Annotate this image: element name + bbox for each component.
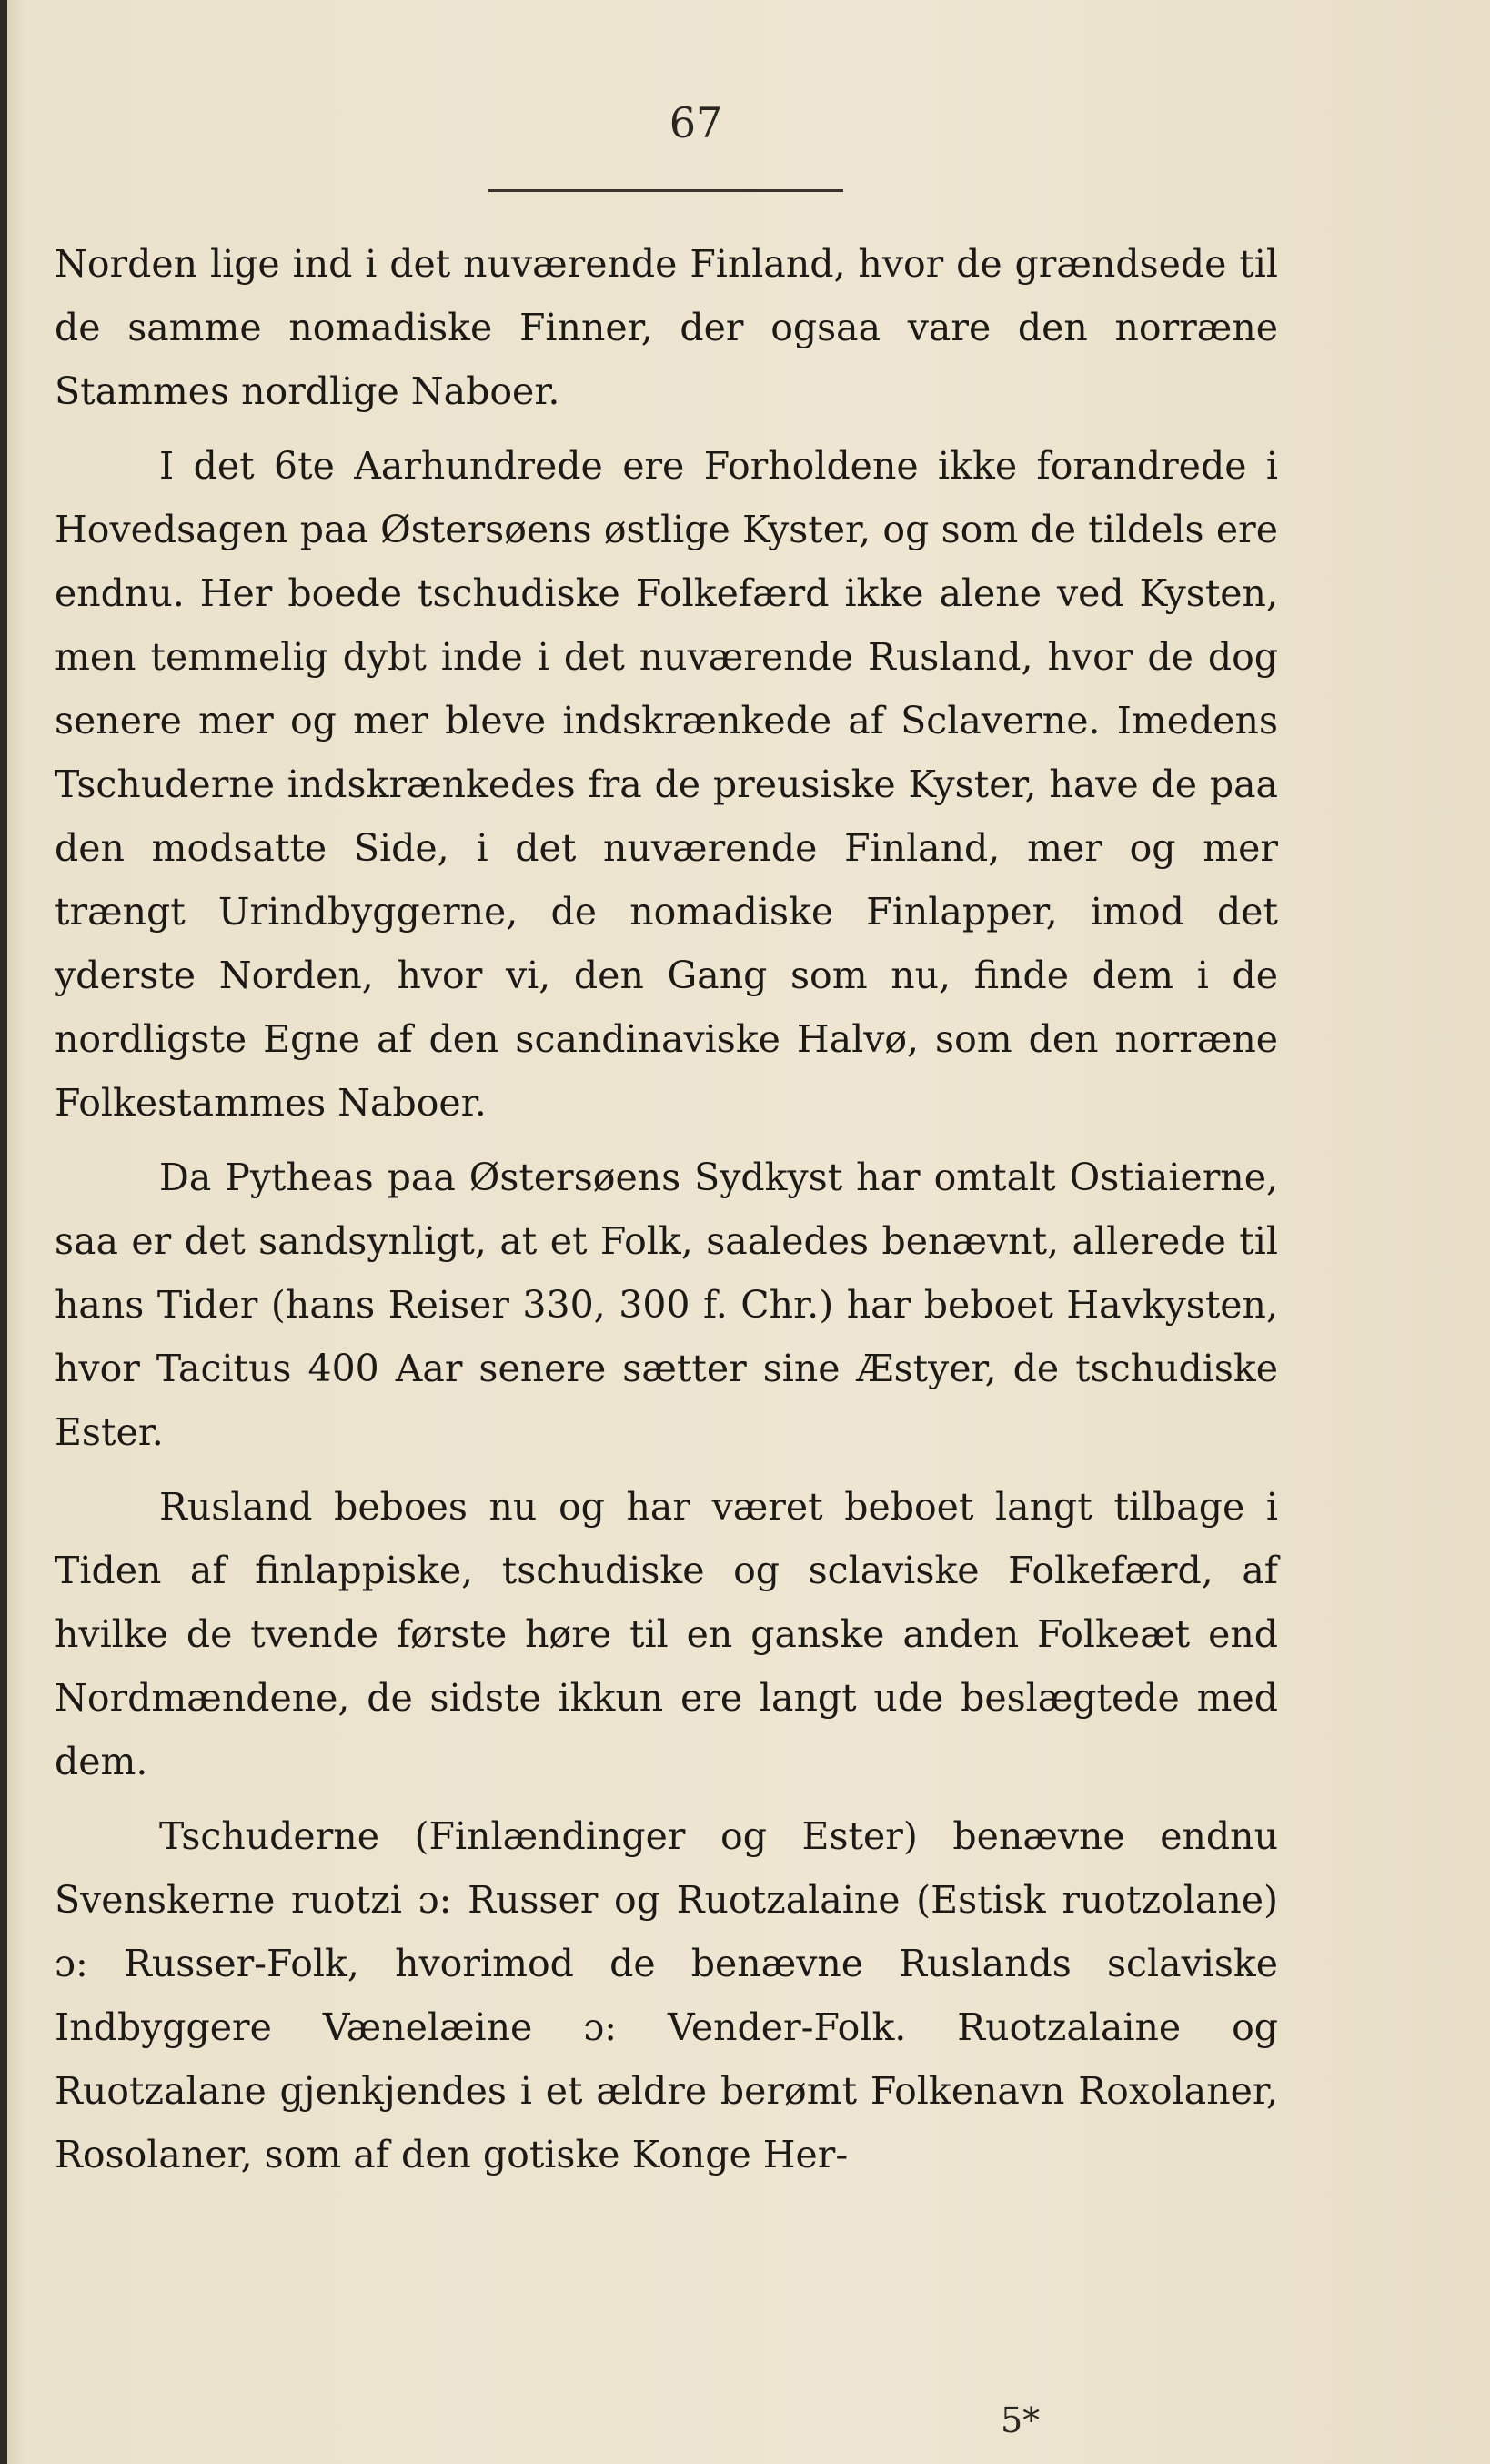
paragraph-4: Rusland beboes nu og har været beboet langt tilbage i Tiden af finlappiske, tschudiske og sclaviske Folkefærd, af hvilke de tvende første høre til en ganske anden Folkeæt end Nordmændene, de sidste ikkun ere langt ude beslægtede med dem. (55, 1485, 1278, 1783)
paragraph-2: I det 6te Aarhundrede ere Forholdene ikke forandrede i Hovedsagen paa Østersøens østlige Kyster, og som de tildels ere endnu. Her boede tschudiske Folkefærd ikke alene ved Kysten, men temmelig dybt inde i det nuværende Rusland, hvor de dog senere mer og mer bleve indskrænkede af Sclaverne. Imedens Tschuderne indskrænkedes fra de preusiske Kyster, have de paa den modsatte Side, i det nuværende Finland, mer og mer trængt Urindbyggerne, de nomadiske Finlapper, imod det yderste Norden, hvor vi, den Gang som nu, finde dem i de nordligste Egne af den scandinaviske Halvø, som den norræne Folkestammes Naboer. (55, 444, 1278, 1125)
paragraph-3: Da Pytheas paa Østersøens Sydkyst har omtalt Ostiaierne, saa er det sandsynligt, at et Folk, saaledes benævnt, allerede til hans Tider (hans Reiser 330, 300 f. Chr.) har beboet Havkysten, hvor Tacitus 400 Aar senere sætter sine Æstyer, de tschudiske Ester. (55, 1156, 1278, 1454)
header-rule (488, 189, 843, 192)
paragraph-1: Norden lige ind i det nuværende Finland, hvor de grændsede til de samme nomadiske Finner, der ogsaa vare den norræne Stammes nordlige Naboer. (55, 242, 1278, 413)
body-text (55, 232, 1278, 2186)
paragraph-5: Tschuderne (Finlændinger og Ester) benævne endnu Svenskerne ruotzi ɔ: Russer og Ruotzalaine (Estisk ruotzolane) ɔ: Russer-Folk, hvorimod de benævne Ruslands sclaviske Indbyggere Vænelæine ɔ: Vender-Folk. Ruotzalaine og Ruotzalane gjenkjendes i et ældre berømt Folkenavn Roxolaner, Rosolaner, som af den gotiske Konge Her- (55, 1814, 1278, 2176)
page-spine-edge (0, 0, 7, 2464)
signature-mark: 5* (1001, 2400, 1041, 2440)
page-number: 67 (669, 98, 723, 147)
